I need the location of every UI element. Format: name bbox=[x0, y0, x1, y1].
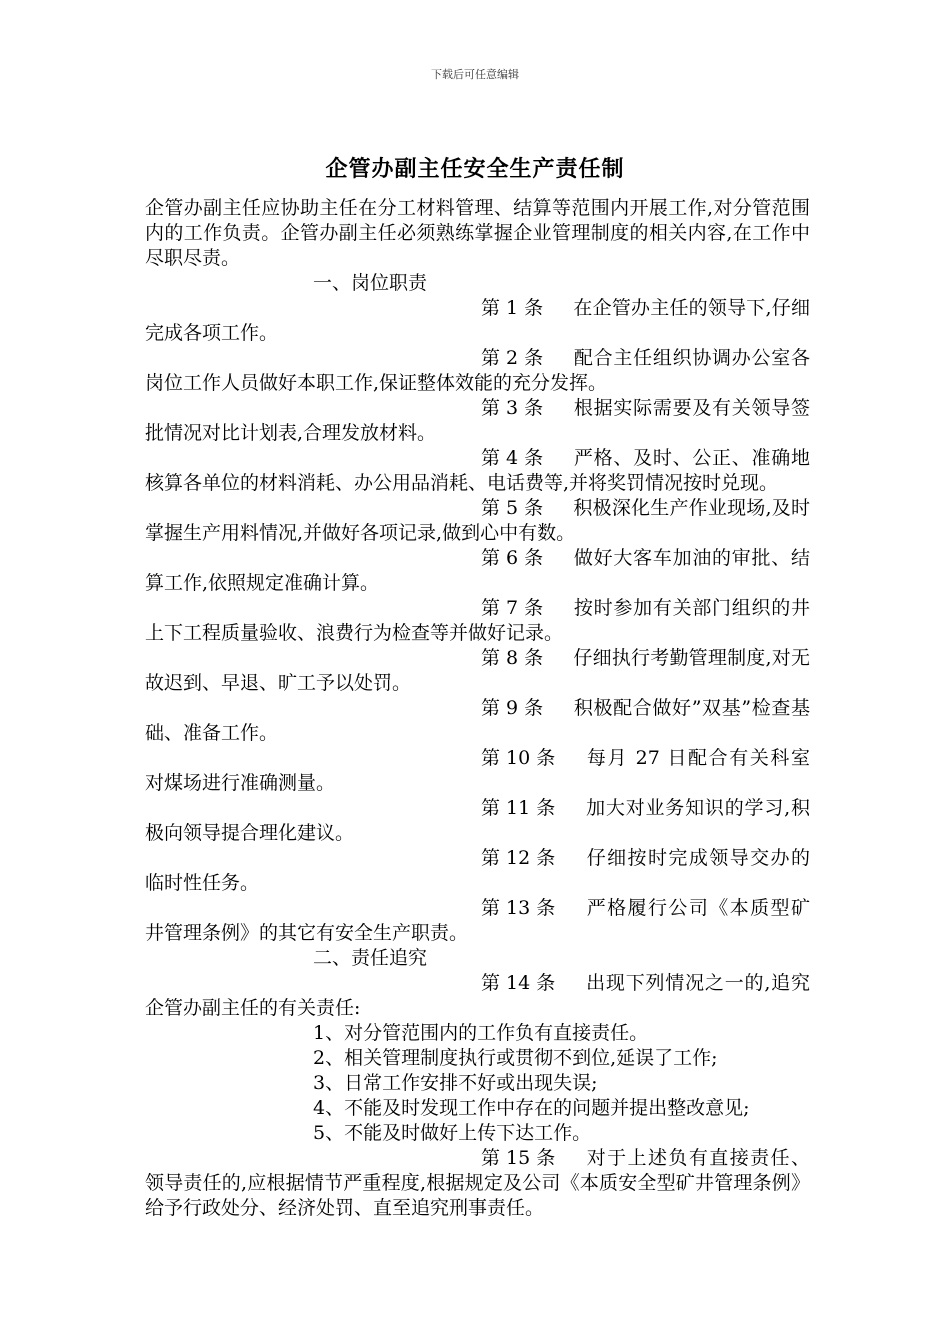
article-14 bbox=[145, 971, 810, 1021]
article-text: 积极配合做好”双基”检查基础、准备工作。 bbox=[145, 697, 810, 744]
list-item-2: 2、相关管理制度执行或贯彻不到位,延误了工作; bbox=[313, 1047, 718, 1069]
article-number: 第 3 条 bbox=[481, 397, 544, 419]
section-heading-accountability: 二、责任追究 bbox=[313, 947, 428, 969]
article-text: 按时参加有关部门组织的井上下工程质量验收、浪费行为检查等并做好记录。 bbox=[145, 597, 810, 644]
article-number: 第 13 条 bbox=[481, 897, 556, 919]
article-text: 积极深化生产作业现场,及时掌握生产用料情况,并做好各项记录,做到心中有数。 bbox=[145, 497, 810, 544]
article-12 bbox=[145, 846, 810, 896]
article-1 bbox=[145, 296, 810, 346]
list-item-1: 1、对分管范围内的工作负有直接责任。 bbox=[313, 1022, 649, 1044]
article-number: 第 2 条 bbox=[481, 347, 544, 369]
article-number: 第 1 条 bbox=[481, 297, 544, 319]
document-title: 企管办副主任安全生产责任制 bbox=[325, 156, 625, 182]
article-number: 第 15 条 bbox=[481, 1147, 556, 1169]
article-number: 第 4 条 bbox=[481, 447, 544, 469]
header-note: 下载后可任意编辑 bbox=[431, 68, 519, 81]
article-6 bbox=[145, 546, 810, 596]
intro-paragraph: 企管办副主任应协助主任在分工材料管理、结算等范围内开展工作,对分管范围内的工作负责。企管办副主任必须熟练掌握企业管理制度的相关内容,在工作中尽职尽责。 bbox=[145, 197, 810, 269]
article-2 bbox=[145, 346, 810, 396]
article-text: 配合主任组织协调办公室各岗位工作人员做好本职工作,保证整体效能的充分发挥。 bbox=[145, 347, 810, 394]
article-text: 根据实际需要及有关领导签批情况对比计划表,合理发放材料。 bbox=[145, 397, 810, 444]
article-number: 第 11 条 bbox=[481, 797, 556, 819]
article-11 bbox=[145, 796, 810, 846]
article-5 bbox=[145, 496, 810, 546]
article-number: 第 12 条 bbox=[481, 847, 556, 869]
article-10 bbox=[145, 746, 810, 796]
article-4 bbox=[145, 446, 810, 496]
article-15 bbox=[145, 1146, 810, 1221]
list-item-5: 5、不能及时做好上传下达工作。 bbox=[313, 1122, 592, 1144]
list-item-4: 4、不能及时发现工作中存在的问题并提出整改意见; bbox=[313, 1097, 750, 1119]
article-text: 加大对业务知识的学习,积极向领导提合理化建议。 bbox=[145, 797, 810, 844]
article-text: 做好大客车加油的审批、结算工作,依照规定准确计算。 bbox=[145, 547, 810, 594]
article-number: 第 10 条 bbox=[481, 747, 556, 769]
article-number: 第 5 条 bbox=[481, 497, 544, 519]
list-item-3: 3、日常工作安排不好或出现失误; bbox=[313, 1072, 598, 1094]
article-text: 对于上述负有直接责任、领导责任的,应根据情节严重程度,根据规定及公司《本质安全型矿井管理条例》给予行政处分、经济处罚、直至追究刑事责任。 bbox=[145, 1147, 810, 1219]
article-text: 严格履行公司《本质型矿井管理条例》的其它有安全生产职责。 bbox=[145, 897, 810, 944]
section-heading-duties: 一、岗位职责 bbox=[313, 272, 428, 294]
article-7 bbox=[145, 596, 810, 646]
article-text: 仔细执行考勤管理制度,对无故迟到、早退、旷工予以处罚。 bbox=[145, 647, 810, 694]
article-3 bbox=[145, 396, 810, 446]
article-text: 出现下列情况之一的,追究企管办副主任的有关责任: bbox=[145, 972, 810, 1019]
article-number: 第 7 条 bbox=[481, 597, 544, 619]
article-9 bbox=[145, 696, 810, 746]
article-8 bbox=[145, 646, 810, 696]
article-text: 在企管办主任的领导下,仔细完成各项工作。 bbox=[145, 297, 810, 344]
article-number: 第 8 条 bbox=[481, 647, 544, 669]
article-text: 仔细按时完成领导交办的临时性任务。 bbox=[145, 847, 810, 894]
article-number: 第 14 条 bbox=[481, 972, 556, 994]
article-number: 第 6 条 bbox=[481, 547, 544, 569]
article-text: 严格、及时、公正、准确地核算各单位的材料消耗、办公用品消耗、电话费等,并将奖罚情况按时兑现。 bbox=[145, 447, 810, 494]
document-body bbox=[145, 196, 810, 1221]
article-number: 第 9 条 bbox=[481, 697, 544, 719]
article-text: 每月 27 日配合有关科室对煤场进行准确测量。 bbox=[145, 747, 810, 794]
article-13 bbox=[145, 896, 810, 946]
